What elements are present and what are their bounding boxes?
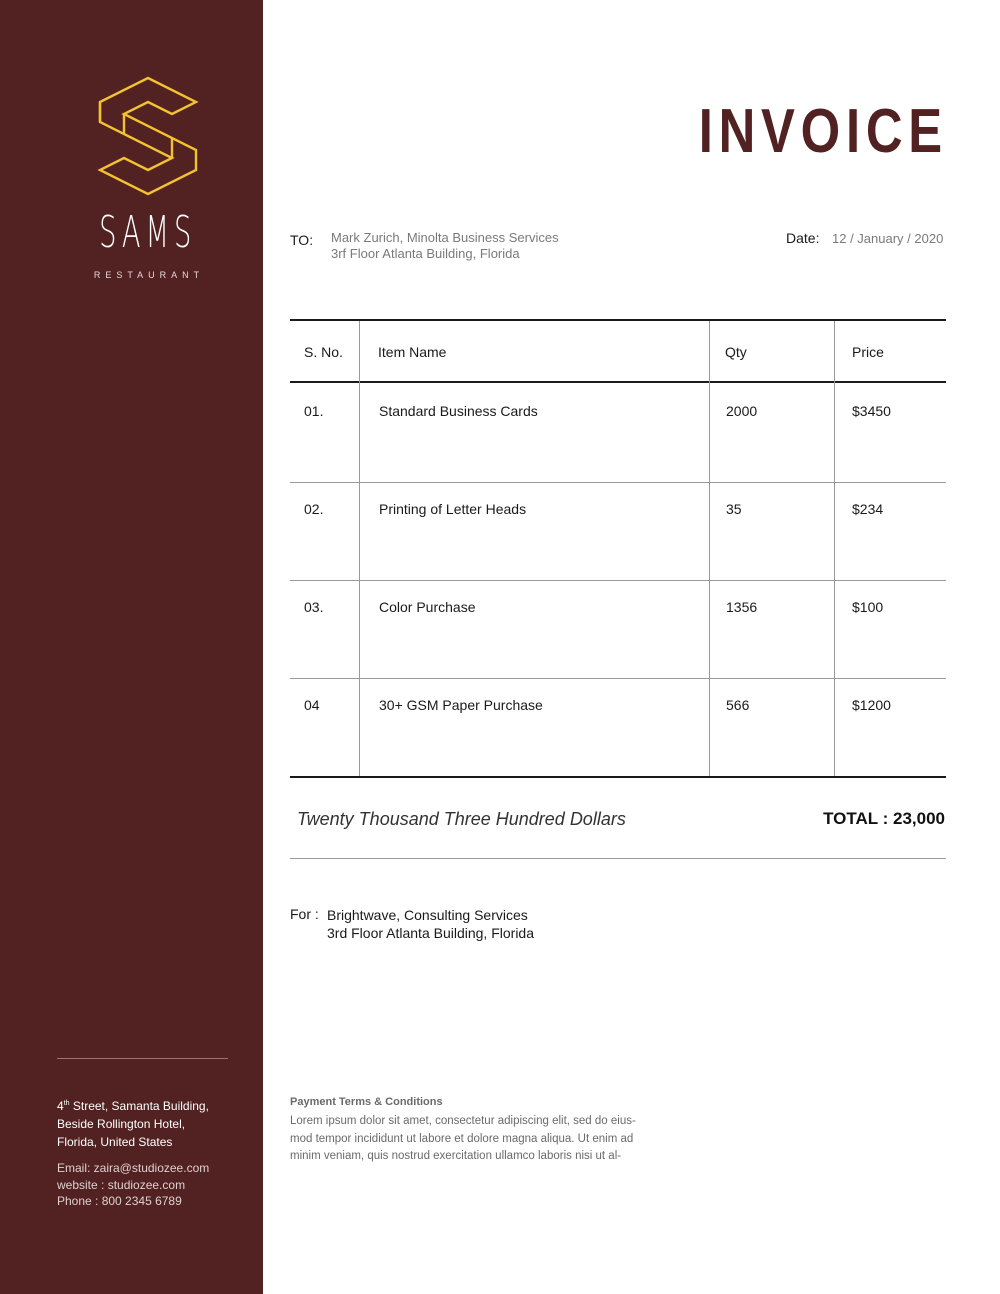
date-label: Date: bbox=[786, 230, 820, 246]
recipient-block bbox=[331, 230, 559, 262]
row-divider bbox=[290, 482, 946, 483]
terms-text bbox=[290, 1113, 670, 1166]
page-title: INVOICE bbox=[698, 97, 948, 166]
terms-line: Lorem ipsum dolor sit amet, consectetur adipiscing elit, sed do eius- bbox=[290, 1115, 636, 1127]
brand-name: SAMS bbox=[99, 207, 197, 258]
column-header-qty: Qty bbox=[725, 344, 747, 360]
cell-qty: 35 bbox=[726, 501, 742, 517]
column-header-price: Price bbox=[852, 344, 884, 360]
row-divider bbox=[290, 678, 946, 679]
column-divider bbox=[359, 321, 360, 776]
cell-price: $3450 bbox=[852, 403, 891, 419]
cell-item: Standard Business Cards bbox=[379, 403, 538, 419]
cell-qty: 1356 bbox=[726, 599, 758, 615]
column-divider bbox=[709, 321, 710, 776]
cell-sno: 02. bbox=[304, 501, 324, 517]
for-label: For : bbox=[290, 906, 319, 922]
terms-line: mod tempor incididunt ut labore et dolore magna aliqua. Ut enim ad bbox=[290, 1132, 634, 1145]
to-label: TO: bbox=[290, 232, 314, 248]
cell-sno: 04 bbox=[304, 697, 320, 713]
table-top-rule bbox=[290, 319, 946, 321]
cell-sno: 03. bbox=[304, 599, 324, 615]
contact-phone: Phone : 800 2345 6789 bbox=[57, 1194, 182, 1208]
cell-qty: 2000 bbox=[726, 403, 758, 419]
column-header-item: Item Name bbox=[378, 344, 447, 360]
company-contact bbox=[57, 1160, 257, 1210]
sidebar bbox=[0, 0, 263, 1294]
contact-website: website : studiozee.com bbox=[57, 1177, 186, 1192]
recipient-name: Mark Zurich, Minolta Business Services bbox=[331, 230, 559, 245]
contact-email: Email: zaira@studiozee.com bbox=[57, 1161, 210, 1175]
cell-item: Printing of Letter Heads bbox=[379, 501, 527, 517]
company-address bbox=[57, 1097, 257, 1151]
terms-line: minim veniam, quis nostrud exercitation ullamco laboris nisi ut al- bbox=[290, 1150, 622, 1162]
brand-tagline: RESTAURANT bbox=[93, 270, 205, 280]
cell-item: Color Purchase bbox=[379, 599, 476, 615]
column-header-sno: S. No. bbox=[304, 344, 343, 360]
total-amount: TOTAL : 23,000 bbox=[823, 809, 945, 828]
table-bottom-rule bbox=[290, 776, 946, 778]
cell-price: $100 bbox=[852, 599, 884, 615]
address-line-3: Florida, United States bbox=[57, 1135, 173, 1149]
cell-sno: 01. bbox=[304, 403, 324, 419]
cell-qty: 566 bbox=[726, 697, 750, 713]
cell-price: $234 bbox=[852, 501, 884, 517]
billing-party-address: 3rd Floor Atlanta Building, Florida bbox=[327, 925, 534, 941]
row-divider bbox=[290, 580, 946, 581]
address-line-2: Beside Rollington Hotel, bbox=[57, 1117, 186, 1131]
address-line-1: 4th Street, Samanta Building, bbox=[57, 1099, 209, 1113]
logo-s-icon bbox=[92, 74, 204, 198]
billing-party-name: Brightwave, Consulting Services bbox=[327, 907, 528, 923]
cell-price: $1200 bbox=[852, 697, 891, 713]
sidebar-divider bbox=[57, 1058, 228, 1059]
billing-party bbox=[327, 906, 534, 942]
cell-item: 30+ GSM Paper Purchase bbox=[379, 697, 543, 713]
amount-in-words: Twenty Thousand Three Hundred Dollars bbox=[297, 809, 626, 829]
terms-heading: Payment Terms & Conditions bbox=[290, 1096, 443, 1108]
date-value: 12 / January / 2020 bbox=[832, 231, 944, 246]
table-header-rule bbox=[290, 381, 946, 383]
recipient-address: 3rf Floor Atlanta Building, Florida bbox=[331, 246, 520, 261]
summary-divider bbox=[290, 858, 946, 859]
column-divider bbox=[834, 321, 835, 776]
